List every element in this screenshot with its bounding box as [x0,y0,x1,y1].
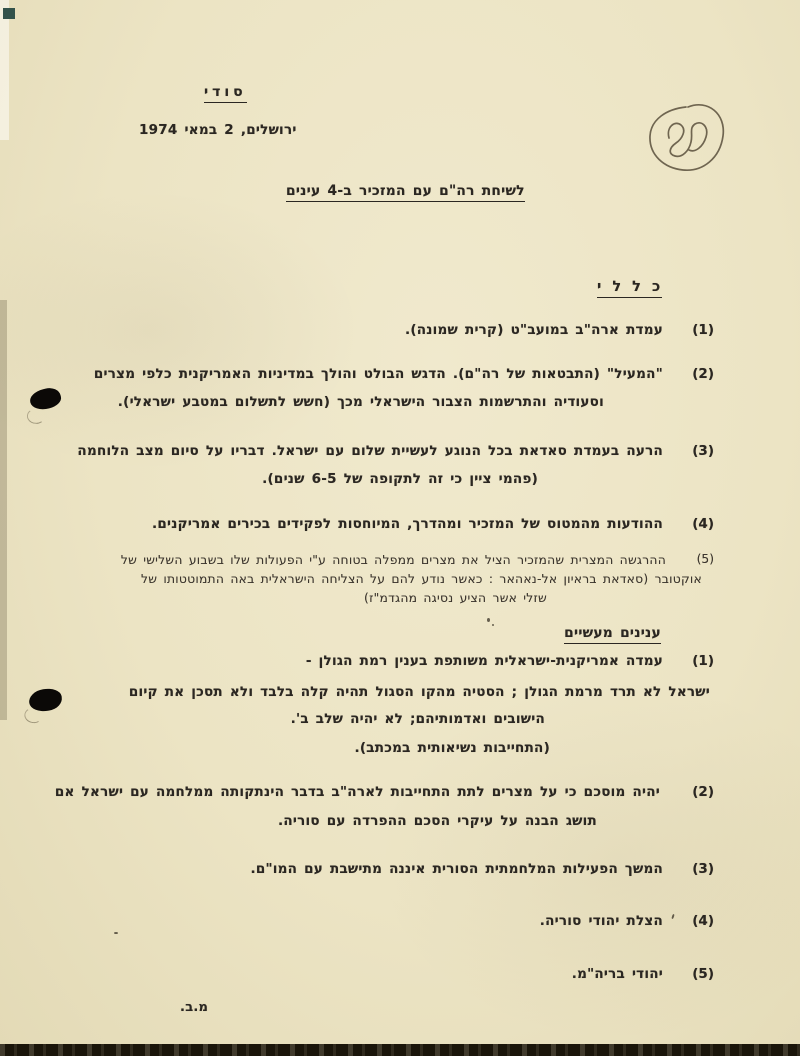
item-number: (4) [692,913,714,929]
item-text: הצלת יהודי סוריה. [539,913,663,929]
scan-edge-shadow [0,300,7,720]
item-text: עמדה אמריקנית-ישראלית משותפת בענין רמת הגולן - [305,653,663,669]
item-text: (פהמי ציין כי זה לתקופה של 6-5 שנים). [262,471,538,487]
item-number: (2) [692,784,714,800]
ink-speck [114,932,118,934]
ink-speck [671,914,674,919]
item-text: ההרגשה המצרית שהמזכיר הציל את מצרים ממפלה בטוחה ע"י הפעולות שלו בשבוע השלישי של [120,553,666,567]
item-text: יהיה מוסכם כי על מצרים לתת התחייבות לארה"ב בדבר הינתקותה ממלחמה עם ישראל אם [54,784,660,800]
section-heading-general: כ ל ל י [597,279,662,298]
item-number: (2) [692,366,714,382]
item-number: (5) [696,552,714,566]
corner-chip [3,8,15,19]
item-number: (1) [692,322,714,338]
item-text: עמדת ארה"ב במועב"ט (קרית שמונה). [404,322,663,338]
item-text: יהודי בריה"מ. [571,966,663,982]
item-text: "המעיל" (התבטאות של רה"ם). הדגש הבולט והולך במדיניות האמריקנית כלפי מצרים [93,366,663,382]
item-text: וסעודיה והתרשמות הצבור הישראלי מכך (חשש לתשלום במטבע ישראלי). [117,394,604,410]
item-number: (5) [692,966,714,982]
handwritten-circled-number-icon [638,94,733,186]
section-heading-practical: ענינים מעשיים [564,625,661,644]
ink-speck [492,624,494,626]
item-number: (1) [692,653,714,669]
item-number: (4) [692,516,714,532]
item-text: שזלי אשר הציע נסיגה מהגדמ"ז) [364,591,547,605]
scan-edge-light [0,0,9,140]
item-number: (3) [692,443,714,459]
item-text: ההודעות מהמטוס של המזכיר ומהדרך, המיוחסות לפקידים בכירים אמריקנים. [152,516,663,532]
item-text: הרעה בעמדת סאדאת בכל הנוגע לעשיית שלום עם ישראל. דבריו על סיום מצב הלוחמה [77,443,663,459]
dateline: ירושלים, 2 במאי 1974 [139,122,297,138]
item-text: תושג הבנה על עיקרי הסכם ההפרדה עם סוריה. [277,813,597,829]
hole-punch [28,386,63,413]
item-text: הישובים ואדמותיהם; לא יהיה שלב ב'. [290,711,545,727]
scanner-dark-band [0,1044,800,1056]
item-text: (התחייבות נשיאותית במכתב). [354,740,550,756]
item-number: (3) [692,861,714,877]
item-text: ישראל לא תרד מרמת הגולן ; הסטיה מהקו הסגול תהיה קלה בלבד ולא תסכן את קיום [128,684,710,700]
classification-stamp: סודי [204,84,247,103]
signoff-initials: מ.ב. [180,1000,209,1015]
page-title: לשיחת רה"ם עם המזכיר ב-4 עינים [286,183,525,202]
ink-speck [487,618,490,622]
item-text: המשך הפעילות המלחמתית הסורית איננה מתישבת עם המו"ם. [250,861,663,877]
hole-punch [27,687,63,714]
item-text: אוקטובר (סאדאת בראיון אל-נאהאר : כאשר נודע להם על הצליחה הישראלית באה התמוטטותו של [141,572,702,586]
